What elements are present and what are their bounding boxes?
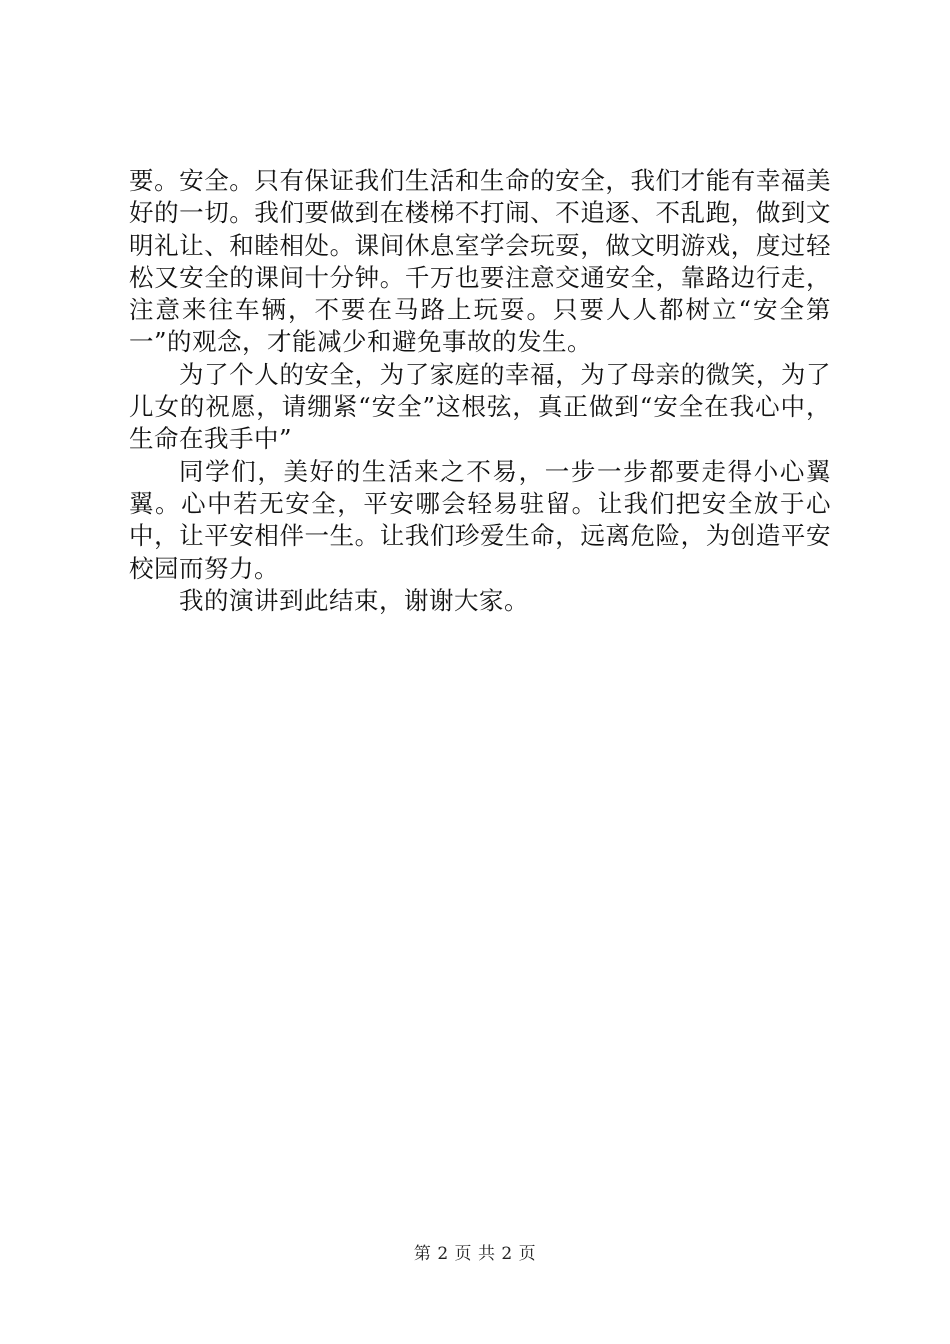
paragraph-4: 我的演讲到此结束，谢谢大家。 [179,585,529,615]
page-number-label: 第 2 页 共 2 页 [413,1244,537,1264]
paragraph-2: 为了个人的安全，为了家庭的幸福，为了母亲的微笑，为了儿女的祝愿，请绷紧“安全”这根弦，真正做到“安全在我心中，生命在我手中” [129,359,831,454]
paragraph-3: 同学们，美好的生活来之不易，一步一步都要走得小心翼翼。心中若无安全，平安哪会轻易驻留。让我们把安全放于心中，让平安相伴一生。让我们珍爱生命，远离危险，为创造平安校园而努力。 [129,456,831,583]
document-body [129,165,831,617]
page-footer [0,1243,950,1265]
paragraph-1: 要。安全。只有保证我们生活和生命的安全，我们才能有幸福美好的一切。我们要做到在楼梯不打闹、不追逐、不乱跑，做到文明礼让、和睦相处。课间休息室学会玩耍，做文明游戏，度过轻松又安全的课间十分钟。千万也要注意交通安全，靠路边行走，注意来往车辆，不要在马路上玩耍。只要人人都树立“安全第一”的观念，才能减少和避免事故的发生。 [129,166,831,357]
